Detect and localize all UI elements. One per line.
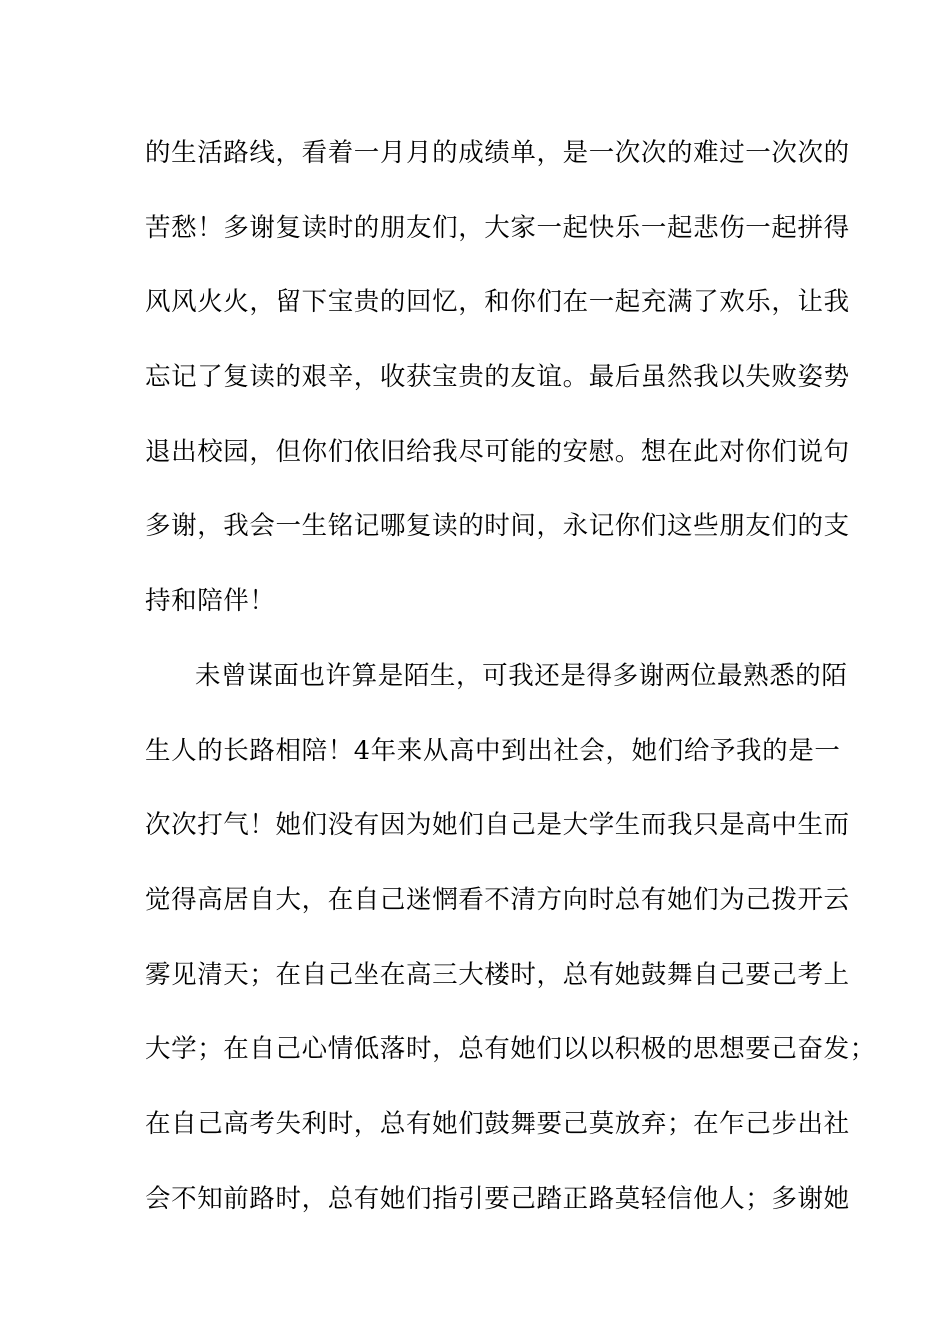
text-line: 忘记了复读的艰辛，收获宝贵的友谊。最后虽然我以失败姿势 <box>145 362 850 393</box>
text-line: 退出校园，但你们依旧给我尽可能的安慰。想在此对你们说句 <box>145 436 850 467</box>
text-line: 雾见清天；在自己坐在高三大楼时，总有她鼓舞自己要己考上 <box>145 959 850 990</box>
text-line-first: 未曾谋面也许算是陌生，可我还是得多谢两位最熟悉的陌 <box>195 660 848 691</box>
paragraph-2 <box>145 645 876 1243</box>
text-line: 次次打气！她们没有因为她们自己是大学生而我只是高中生而 <box>145 810 850 841</box>
text-line: 苦愁！多谢复读时的朋友们，大家一起快乐一起悲伤一起拼得 <box>145 212 850 243</box>
text-line: 风风火火，留下宝贵的回忆，和你们在一起充满了欢乐，让我 <box>145 287 850 318</box>
text-line: 觉得高居自大，在自己迷惘看不清方向时总有她们为己拨开云 <box>145 884 850 915</box>
text-line: 生人的长路相陪！4年来从高中到出社会，她们给予我的是一 <box>145 735 841 766</box>
text-line: 多谢，我会一生铭记哪复读的时间，永记你们这些朋友们的支 <box>145 511 850 542</box>
paragraph-1 <box>145 122 850 645</box>
text-line: 大学；在自己心情低落时，总有她们以以积极的思想要己奋发； <box>145 1034 876 1065</box>
text-line: 在自己高考失利时，总有她们鼓舞要己莫放弃；在乍己步出社 <box>145 1108 850 1139</box>
document-body <box>145 122 876 1242</box>
text-line: 的生活路线，看着一月月的成绩单，是一次次的难过一次次的 <box>145 138 850 168</box>
text-line: 会不知前路时，总有她们指引要己踏正路莫轻信他人；多谢她 <box>145 1183 850 1214</box>
text-line: 持和陪伴！ <box>145 586 276 617</box>
